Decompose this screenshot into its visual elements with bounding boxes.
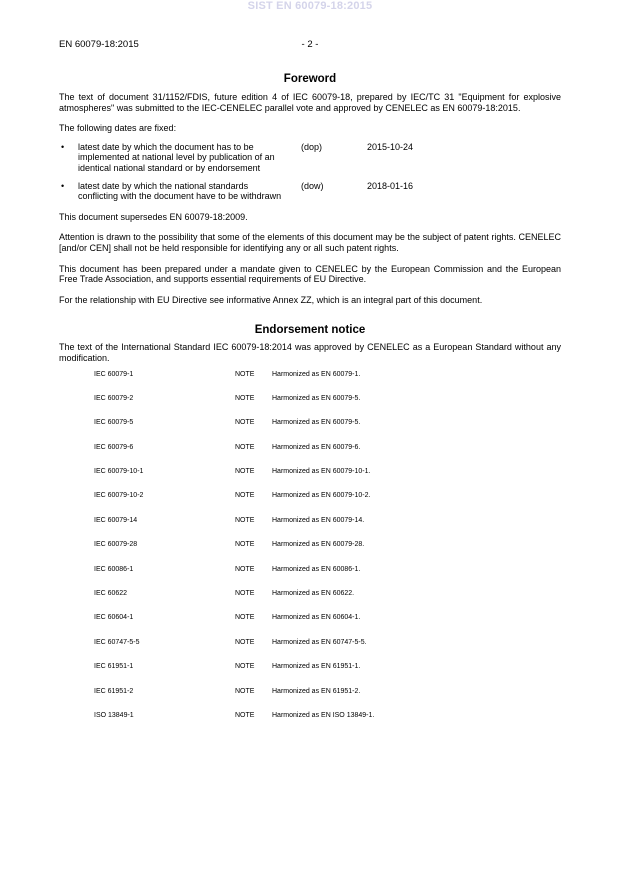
note-standard: IEC 61951-2 [94, 687, 134, 695]
note-label: NOTE [235, 394, 255, 402]
note-label: NOTE [235, 614, 255, 622]
note-text: Harmonized as EN 61951-2. [272, 687, 361, 695]
note-text: Harmonized as EN ISO 13849-1. [272, 711, 375, 719]
notes-table [59, 370, 561, 736]
note-text: Harmonized as EN 60079-5. [272, 419, 361, 427]
date-value: 2015-10-24 [367, 141, 414, 152]
note-label: NOTE [235, 565, 255, 573]
note-standard: IEC 61951-1 [94, 663, 134, 671]
note-standard: IEC 60079-10-2 [94, 492, 144, 500]
note-standard: IEC 60079-1 [94, 370, 134, 378]
note-label: NOTE [235, 590, 255, 598]
note-row [59, 443, 561, 467]
note-row [59, 589, 561, 613]
page-content [59, 72, 561, 735]
note-row [59, 540, 561, 564]
note-standard: IEC 60747-5-5 [94, 638, 140, 646]
note-text: Harmonized as EN 60079-28. [272, 541, 365, 549]
date-item-dop [59, 142, 561, 174]
note-row [59, 613, 561, 637]
mandate-text: This document has been prepared under a mandate given to CENELEC by the European Commission and the European Free Trade Association, and supports essential requirements of EU Directive. [59, 263, 561, 285]
note-text: Harmonized as EN 60622. [272, 590, 355, 598]
note-text: Harmonized as EN 60604-1. [272, 614, 361, 622]
note-standard: IEC 60622 [94, 590, 128, 598]
note-label: NOTE [235, 638, 255, 646]
foreword-intro: The text of document 31/1152/FDIS, future edition 4 of IEC 60079-18, prepared by IEC/TC 31 "Equipment for explosive atmospheres" was submitted to the IEC-CENELEC parallel vote and approved by CENELEC as EN 60079-18:2015. [59, 92, 561, 113]
note-standard: IEC 60604-1 [94, 614, 134, 622]
note-standard: IEC 60079-14 [94, 516, 138, 524]
note-row [59, 687, 561, 711]
note-text: Harmonized as EN 60079-14. [272, 516, 365, 524]
note-row [59, 711, 561, 735]
note-label: NOTE [235, 663, 255, 671]
note-row [59, 662, 561, 686]
dates-list [59, 142, 561, 202]
foreword-title: Foreword [283, 73, 337, 85]
date-description: latest date by which the document has to be implemented at national level by publication of an identical national standard or by endorsement [78, 141, 275, 173]
date-code: (dop) [301, 141, 323, 152]
date-item-dow [59, 181, 561, 202]
dates-intro: The following dates are fixed: [59, 123, 177, 134]
date-code: (dow) [301, 180, 324, 191]
note-text: Harmonized as EN 60079-5. [272, 394, 361, 402]
note-text: Harmonized as EN 61951-1. [272, 663, 361, 671]
note-label: NOTE [235, 711, 255, 719]
note-row [59, 467, 561, 491]
relationship-text: For the relationship with EU Directive see informative Annex ZZ, which is an integral part of this document. [59, 294, 483, 305]
note-label: NOTE [235, 516, 255, 524]
note-text: Harmonized as EN 60079-6. [272, 443, 361, 451]
note-row [59, 638, 561, 662]
note-label: NOTE [235, 541, 255, 549]
endorsement-title: Endorsement notice [254, 324, 366, 337]
note-row [59, 418, 561, 442]
note-standard: IEC 60079-10-1 [94, 468, 144, 476]
note-label: NOTE [235, 687, 255, 695]
watermark: SIST EN 60079-18:2015 [247, 0, 373, 12]
endorsement-text: The text of the International Standard IEC 60079-18:2014 was approved by CENELEC as a European Standard without any modification. [59, 342, 561, 363]
note-label: NOTE [235, 419, 255, 427]
note-text: Harmonized as EN 60079-10-2. [272, 492, 371, 500]
note-standard: ISO 13849-1 [94, 711, 134, 719]
note-label: NOTE [235, 468, 255, 476]
note-row [59, 370, 561, 394]
note-row [59, 394, 561, 418]
note-standard: IEC 60079-6 [94, 443, 134, 451]
page-number: - 2 - [301, 39, 319, 50]
note-standard: IEC 60079-5 [94, 419, 134, 427]
document-id: EN 60079-18:2015 [59, 39, 139, 50]
note-text: Harmonized as EN 60079-1. [272, 370, 361, 378]
note-text: Harmonized as EN 60747-5-5. [272, 638, 367, 646]
patent-text: Attention is drawn to the possibility that some of the elements of this document may be the subject of patent rights. CENELEC [and/or CEN] shall not be held responsible for identifying any or all such patent rights. [59, 232, 561, 253]
note-label: NOTE [235, 370, 255, 378]
supersedes-text: This document supersedes EN 60079-18:2009. [59, 211, 248, 222]
bullet-icon: • [61, 180, 65, 191]
note-standard: IEC 60079-2 [94, 394, 134, 402]
note-standard: IEC 60086-1 [94, 565, 134, 573]
note-text: Harmonized as EN 60086-1. [272, 565, 361, 573]
note-label: NOTE [235, 492, 255, 500]
note-row [59, 565, 561, 589]
note-row [59, 516, 561, 540]
note-text: Harmonized as EN 60079-10-1. [272, 468, 371, 476]
date-value: 2018-01-16 [367, 180, 414, 191]
note-label: NOTE [235, 443, 255, 451]
note-row [59, 491, 561, 515]
bullet-icon: • [61, 141, 65, 152]
date-description: latest date by which the national standards conflicting with the document have to be withdrawn [78, 180, 282, 202]
note-standard: IEC 60079-28 [94, 541, 138, 549]
